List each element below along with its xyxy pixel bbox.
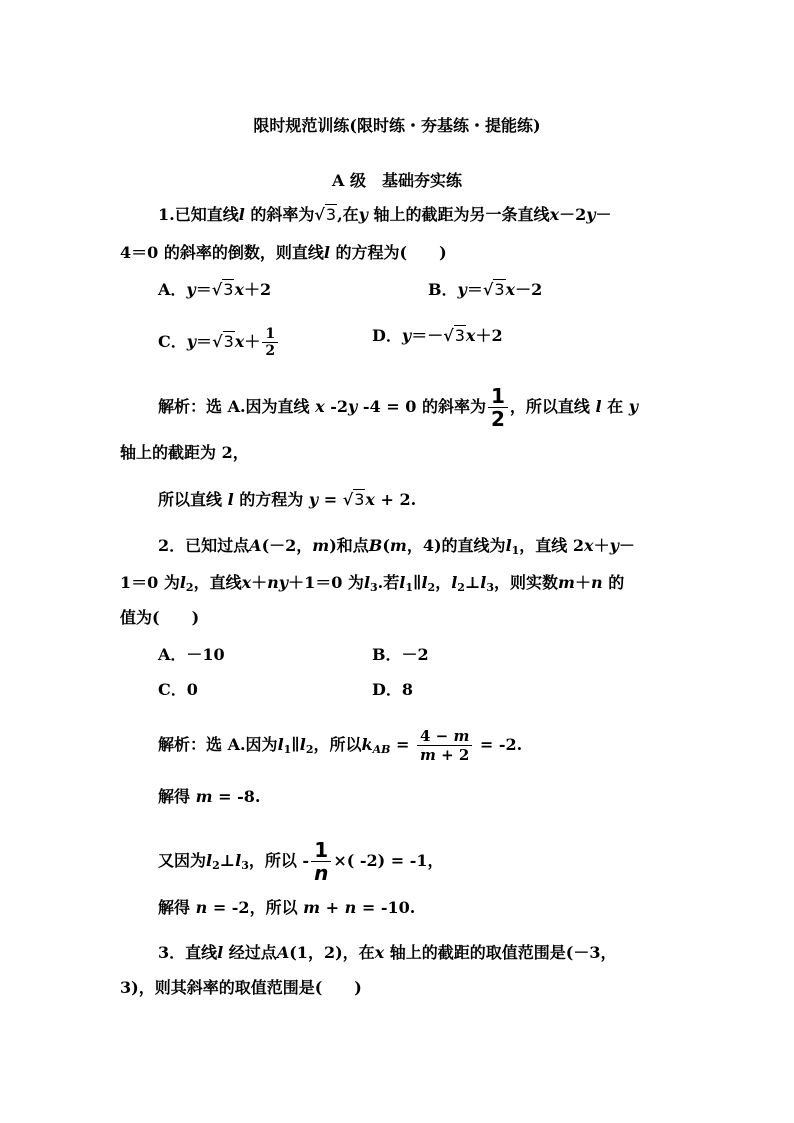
q3-stem-line-1: 3．直线l 经过点A(1，2)，在x 轴上的截距的取值范围是(－3， bbox=[158, 943, 617, 962]
q1-option-c: C．y＝√3x＋ $\frac{1}{2}$ bbox=[158, 326, 280, 359]
q1-option-b: B．y＝√3x－2 bbox=[428, 280, 543, 299]
q2-solution-line-1: 解析：选 A.因为$l_1\parallel l_2$，所以$k_{AB}$ = $\frac{4 - m}{m + 2}$ = -2. bbox=[158, 727, 523, 764]
q2-solution-line-2: 解得 m = -8. bbox=[158, 787, 261, 806]
q1-solution-line-2: 轴上的截距为 2， bbox=[120, 443, 249, 462]
q1-solution-line-3: 所以直线 l 的方程为 y = √3x + 2. bbox=[158, 490, 417, 509]
q1-solution-line-1: 解析：选 A.因为直线 x -2y -4 = 0 的斜率为 $\frac{1}{2}$ ，所以直线 l 在 y bbox=[158, 384, 639, 431]
fraction-one-over-n: $\frac{1}{n}$ bbox=[311, 839, 331, 884]
q2-option-b: B．－2 bbox=[372, 645, 429, 664]
fraction-one-half: $\frac{1}{2}$ bbox=[262, 326, 278, 359]
q2-solution-line-4: 解得 n = -2，所以 m + n = -10. bbox=[158, 898, 416, 917]
q2-solution-line-3: 又因为$l_2\perp l_3$，所以 - $\frac{1}{n}$ ×( -2) = -1， bbox=[158, 838, 444, 885]
fraction-one-half: $\frac{1}{2}$ bbox=[488, 385, 508, 430]
q2-option-d: D．8 bbox=[372, 680, 414, 699]
q1-stem-line-2: 4＝0 的斜率的倒数，则直线l 的方程为( ) bbox=[120, 243, 447, 262]
q1-option-a: A．y＝√3x＋2 bbox=[158, 280, 272, 299]
q2-option-c: C．0 bbox=[158, 680, 198, 699]
q1-stem-line-1: 1.已知直线l 的斜率为√3,在y 轴上的截距为另一条直线x－2y－ bbox=[158, 205, 612, 224]
q2-stem-line-1: 2．已知过点A(－2，m)和点B(m，4)的直线为$l_1$，直线 2x＋y－ bbox=[158, 536, 635, 557]
q2-option-a: A．－10 bbox=[158, 645, 225, 664]
slope-fraction: $\frac{4 - m}{m + 2}$ bbox=[417, 727, 472, 764]
q2-stem-line-3: 值为( ) bbox=[120, 608, 200, 627]
q1-option-d: D．y＝－√3x＋2 bbox=[372, 326, 503, 345]
q3-stem-line-2: 3)，则其斜率的取值范围是( ) bbox=[120, 978, 362, 997]
sqrt-symbol: √3 bbox=[314, 205, 337, 224]
section-heading: A 级 基础夯实练 bbox=[332, 171, 462, 190]
q2-stem-line-2: 1＝0 为$l_2$，直线x＋ny＋1＝0 为$l_3$.若$l_1\parallel l_2$，$l_2\perp l_3$，则实数m＋n 的 bbox=[120, 573, 625, 594]
page-title: 限时规范训练(限时练・夯基练・提能练) bbox=[253, 116, 541, 135]
